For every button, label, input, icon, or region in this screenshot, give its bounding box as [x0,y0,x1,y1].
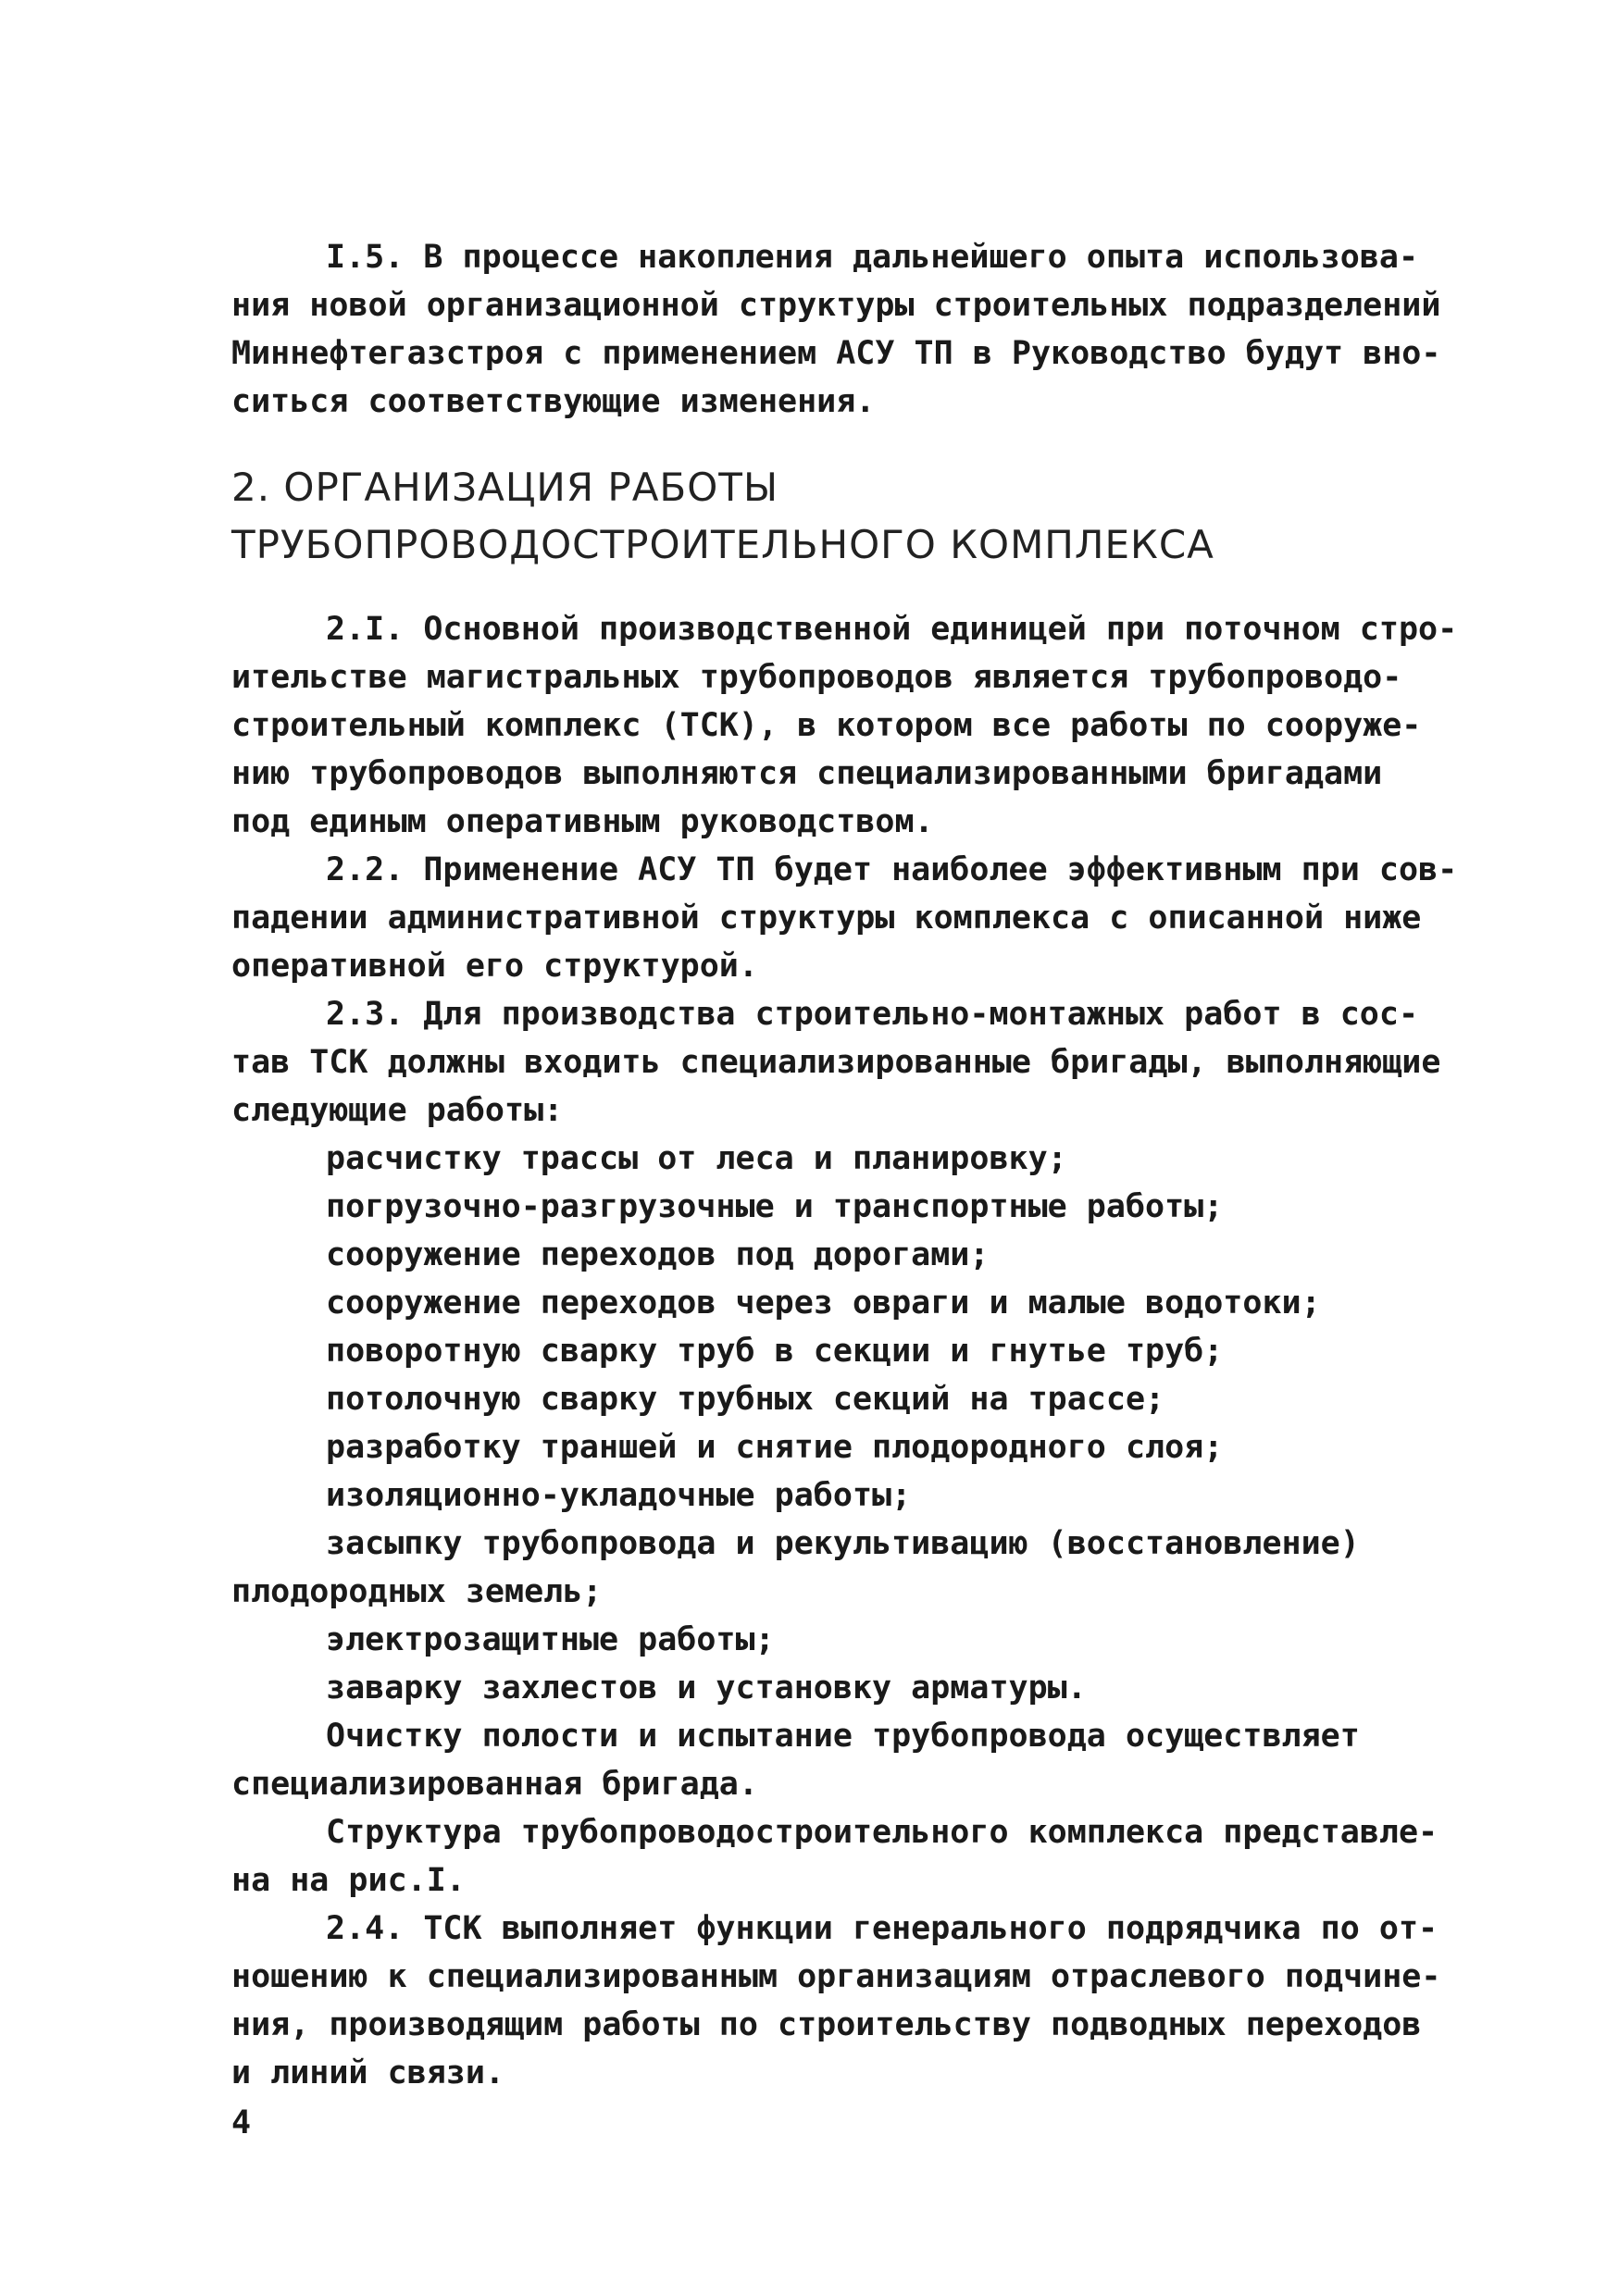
list-item: сооружение переходов через овраги и малые водотоки; [326,1285,1321,1322]
list-item: заварку захлестов и установку арматуры. [326,1669,1087,1706]
body-line: 2.2. Применение АСУ ТП будет наиболее эффективным при сов- [326,851,1458,888]
body-line: следующие работы: [231,1092,564,1129]
body-line: оперативной его структурой. [231,948,758,985]
list-item: электрозащитные работы; [326,1621,775,1658]
list-item: сооружение переходов под дорогами; [326,1236,990,1273]
list-item: поворотную сварку труб в секции и гнутье труб; [326,1333,1224,1370]
paragraph-1-5-line-2: ния новой организационной структуры строительных подразделений [231,287,1441,324]
paragraph-1-5-line-1: I.5. В процессе накопления дальнейшего опыта использова- [326,239,1419,276]
body-line: 2.3. Для производства строительно-монтажных работ в сос- [326,996,1419,1033]
list-item: потолочную сварку трубных секций на трассе; [326,1381,1165,1418]
section-heading-line-1: 2. ОРГАНИЗАЦИЯ РАБОТЫ [231,465,779,510]
body-line: падении административной структуры комплекса с описанной ниже [231,900,1422,937]
paragraph-1-5-line-3: Миннефтегазстроя с применением АСУ ТП в Руководство будут вно- [231,335,1441,372]
body-line: 2.I. Основной производственной единицей при поточном стро- [326,611,1458,648]
body-line: 2.4. ТСК выполняет функции генерального подрядчика по от- [326,1910,1438,1947]
list-item-continuation: плодородных земель; [231,1573,603,1610]
body-line: на на рис.I. [231,1862,466,1899]
body-line: специализированная бригада. [231,1766,758,1803]
list-item: изоляционно-укладочные работы; [326,1477,912,1514]
list-item: разработку траншей и снятие плодородного слоя; [326,1429,1224,1466]
list-item: расчистку трассы от леса и планировку; [326,1140,1067,1177]
body-line: Очистку полости и испытание трубопровода осуществляет [326,1718,1360,1755]
body-line: ношению к специализированным организациям отраслевого подчине- [231,1958,1441,1995]
body-line: Структура трубопроводостроительного комплекса представле- [326,1814,1438,1851]
page-number: 4 [231,2104,252,2141]
body-line: ительстве магистральных трубопроводов является трубопроводо- [231,659,1402,696]
paragraph-1-5-line-4: ситься соответствующие изменения. [231,383,876,420]
body-line: тав ТСК должны входить специализированные бригады, выполняющие [231,1044,1441,1081]
body-line: и линий связи. [231,2054,505,2091]
list-item: погрузочно-разгрузочные и транспортные работы; [326,1188,1224,1225]
body-line: нию трубопроводов выполняются специализированными бригадами [231,755,1383,792]
body-line: ния, производящим работы по строительству подводных переходов [231,2006,1422,2043]
list-item: засыпку трубопровода и рекультивацию (восстановление) [326,1525,1360,1562]
body-line: под единым оперативным руководством. [231,803,934,840]
section-heading-line-2: ТРУБОПРОВОДОСТРОИТЕЛЬНОГО КОМПЛЕКСА [231,522,1214,567]
body-line: строительный комплекс (ТСК), в котором все работы по сооруже- [231,707,1422,744]
